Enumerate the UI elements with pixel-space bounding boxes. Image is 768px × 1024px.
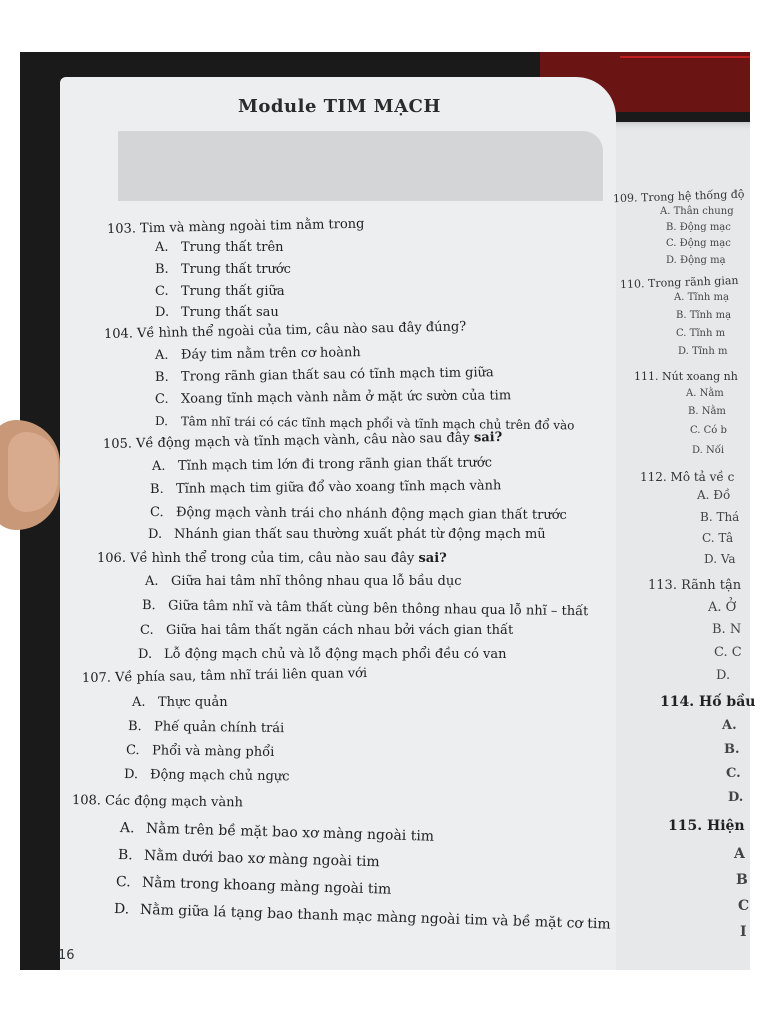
option-107-a: A. Thực quản xyxy=(132,695,228,710)
option-108-c: C. Nằm trong khoang màng ngoài tim xyxy=(115,874,392,898)
right-question-115: 115. Hiện xyxy=(668,818,745,834)
right-option: B. N xyxy=(712,622,742,637)
title-band xyxy=(118,131,603,201)
right-option: D. xyxy=(716,668,731,683)
option-103-d: D. Trung thất sau xyxy=(155,305,279,320)
question-number: 104. xyxy=(103,326,134,342)
question-number: 108. xyxy=(71,793,102,809)
right-option: I xyxy=(740,924,747,940)
right-option: D. xyxy=(728,790,744,805)
option-108-b: B. Nằm dưới bao xơ màng ngoài tim xyxy=(117,847,380,871)
right-option: D. Va xyxy=(704,552,736,566)
option-107-b: B. Phế quản chính trái xyxy=(127,719,285,737)
right-question-114: 114. Hố bầu xyxy=(660,694,756,710)
right-option: C. Tâ xyxy=(702,531,734,545)
option-105-a: A. Tĩnh mạch tim lớn đi trong rãnh gian thất trước xyxy=(151,455,493,474)
question-number: 105. xyxy=(102,436,133,452)
right-question-112: 112. Mô tả về c xyxy=(640,470,735,484)
option-104-a: A. Đáy tim nằm trên cơ hoành xyxy=(154,345,361,363)
right-question-113: 113. Rãnh tận xyxy=(648,578,742,593)
option-104-d: D. Tâm nhĩ trái có các tĩnh mạch phổi và tĩnh mạch chủ trên đổ vào xyxy=(154,414,575,433)
right-question-110: 110. Trong rãnh gian xyxy=(619,273,739,292)
right-option: D. Động mạ xyxy=(666,255,726,266)
option-108-a: A. Nằm trên bề mặt bao xơ màng ngoài tim xyxy=(119,820,435,845)
option-105-c: C. Động mạch vành trái cho nhánh động mạch gian thất trước xyxy=(149,505,567,523)
option-103-c: C. Trung thất giữa xyxy=(155,284,285,299)
right-option: A. xyxy=(722,718,737,733)
right-option: C xyxy=(738,898,750,914)
question-number: 106. xyxy=(97,551,126,566)
question-number: 103. xyxy=(106,221,137,237)
right-option: A xyxy=(734,846,745,862)
option-104-b: B. Trong rãnh gian thất sau có tĩnh mạch tim giữa xyxy=(154,365,494,385)
right-option: B. xyxy=(724,742,740,757)
question-text: Về hình thể trong của tim, câu nào sau đây xyxy=(130,551,415,566)
option-103-a: A. Trung thất trên xyxy=(155,240,284,255)
option-106-b: B. Giữa tâm nhĩ và tâm thất cùng bên thông nhau qua lỗ nhĩ – thất xyxy=(141,598,589,620)
question-text: Tim và màng ngoài tim nằm trong xyxy=(139,216,365,237)
right-question-111: 111. Nút xoang nh xyxy=(634,370,738,383)
question-number: 107. xyxy=(81,670,112,686)
question-keyword: sai? xyxy=(418,551,447,566)
page-title: Module TIM MẠCH xyxy=(238,96,441,117)
question-text: Về động mạch và tĩnh mạch vành, câu nào sau đây xyxy=(135,430,470,452)
option-106-d: D. Lỗ động mạch chủ và lỗ động mạch phổi đều có van xyxy=(138,647,507,662)
question-text: Về hình thể ngoài của tim, câu nào sau đây đúng? xyxy=(136,319,467,342)
option-103-b: B. Trung thất trước xyxy=(155,262,291,277)
option-105-b: B. Tĩnh mạch tim giữa đổ vào xoang tĩnh mạch vành xyxy=(149,478,502,497)
question-text: Các động mạch vành xyxy=(104,793,243,811)
thumb-tip xyxy=(8,432,58,512)
right-option: A. Thân chung xyxy=(660,206,734,217)
option-107-d: D. Động mạch chủ ngực xyxy=(123,767,290,785)
option-108-d: D. Nằm giữa lá tạng bao thanh mạc màng ngoài tim và bề mặt cơ tim xyxy=(113,901,611,933)
page-number: 16 xyxy=(58,948,75,963)
question-106 xyxy=(97,551,447,566)
option-106-a: A. Giữa hai tâm nhĩ thông nhau qua lỗ bầu dục xyxy=(145,574,462,589)
right-option: A. Tĩnh mạ xyxy=(674,292,729,303)
option-105-d: D. Nhánh gian thất sau thường xuất phát từ động mạch mũ xyxy=(148,527,546,542)
right-option: C. Có b xyxy=(690,425,727,436)
question-keyword: sai? xyxy=(473,430,503,446)
right-option: D. Tĩnh m xyxy=(678,346,728,357)
right-option: B. Động mạc xyxy=(666,222,731,233)
right-option: B. Tĩnh mạ xyxy=(676,310,732,321)
option-106-c: C. Giữa hai tâm thất ngăn cách nhau bởi vách gian thất xyxy=(140,623,514,638)
right-option: C. Động mạc xyxy=(666,238,731,249)
option-104-c: C. Xoang tĩnh mạch vành nằm ở mặt ức sườn của tim xyxy=(154,388,512,407)
right-option: B. Nằm xyxy=(688,406,726,417)
red-stripe xyxy=(620,56,750,58)
question-text: Về phía sau, tâm nhĩ trái liên quan với xyxy=(114,666,368,686)
right-option: C. xyxy=(726,766,741,781)
right-option: C. Tĩnh m xyxy=(676,328,726,339)
right-option: A. Đồ xyxy=(697,488,731,502)
right-option: C. C xyxy=(714,645,742,660)
option-107-c: C. Phổi và màng phổi xyxy=(125,743,275,761)
question-108 xyxy=(72,793,243,810)
right-option: A. Ở xyxy=(708,600,737,615)
right-option: A. Nằm xyxy=(686,388,724,399)
right-option: D. Nối xyxy=(692,445,725,456)
right-option: B xyxy=(736,872,748,888)
right-option: B. Thá xyxy=(700,510,740,524)
right-question-109: 109. Trong hệ thống độ xyxy=(612,187,745,206)
